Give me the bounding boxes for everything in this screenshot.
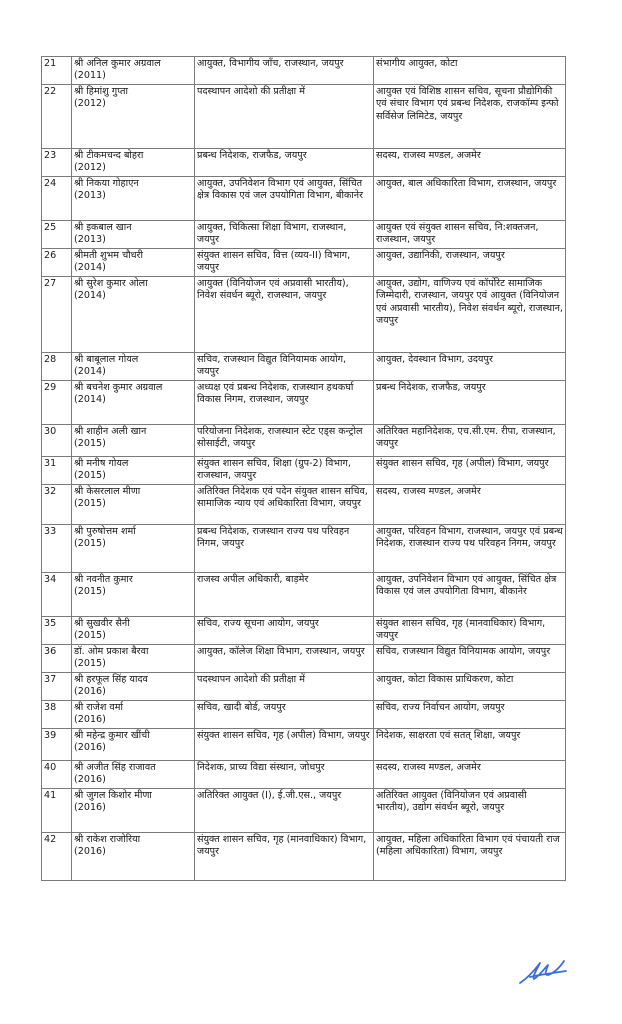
- current-posting-cell: राजस्व अपील अधिकारी, बाड़मेर: [195, 573, 374, 617]
- officer-name: श्री राजेश वर्मा: [74, 702, 123, 713]
- officer-cell: [72, 673, 195, 701]
- officer-name: श्री निकया गोहाएन: [74, 178, 139, 189]
- officer-cell: [72, 221, 195, 249]
- officer-cell: [72, 381, 195, 425]
- officer-cell: [72, 833, 195, 881]
- serial-number-cell: 41: [42, 789, 72, 833]
- officer-name: श्रीमती शुभम चौधरी: [74, 250, 143, 261]
- officer-batch-year: (2015): [74, 586, 106, 598]
- new-posting-cell: आयुक्त एवं संयुक्त शासन सचिव, नि:शक्तजन, राजस्थान, जयपुर: [374, 221, 566, 249]
- current-posting-cell: आयुक्त (विनियोजन एवं अप्रवासी भारतीय), निवेश संवर्धन ब्यूरो, राजस्थान, जयपुर: [195, 277, 374, 353]
- officer-batch-year: (2014): [74, 262, 106, 274]
- table-row: [42, 221, 566, 249]
- serial-number-cell: 24: [42, 177, 72, 221]
- officer-batch-year: (2016): [74, 686, 106, 698]
- new-posting-cell: आयुक्त, कोटा विकास प्राधिकरण, कोटा: [374, 673, 566, 701]
- current-posting-cell: प्रबन्ध निदेशक, राजस्थान राज्य पथ परिवहन निगम, जयपुर: [195, 525, 374, 573]
- officer-name: श्री पुरुषोत्तम शर्मा: [74, 526, 136, 537]
- table-row: [42, 177, 566, 221]
- new-posting-cell: आयुक्त, बाल अधिकारिता विभाग, राजस्थान, जयपुर: [374, 177, 566, 221]
- officer-cell: [72, 701, 195, 729]
- table-row: [42, 249, 566, 277]
- officer-cell: [72, 177, 195, 221]
- new-posting-cell: प्रबन्ध निदेशक, राजफैड, जयपुर: [374, 381, 566, 425]
- officer-cell: [72, 617, 195, 645]
- serial-number-cell: 33: [42, 525, 72, 573]
- officer-cell: [72, 57, 195, 85]
- current-posting-cell: आयुक्त, विभागीय जाँच, राजस्थान, जयपुर: [195, 57, 374, 85]
- serial-number-cell: 21: [42, 57, 72, 85]
- table-row: [42, 617, 566, 645]
- officer-name: श्री जुगल किशोर मीणा: [74, 790, 152, 801]
- serial-number-cell: 36: [42, 645, 72, 673]
- current-posting-cell: अध्यक्ष एवं प्रबन्ध निदेशक, राजस्थान हथकर्घा विकास निगम, राजस्थान, जयपुर: [195, 381, 374, 425]
- table-row: [42, 673, 566, 701]
- officer-name: श्री बचनेश कुमार अग्रवाल: [74, 382, 163, 393]
- table-row: [42, 573, 566, 617]
- current-posting-cell: निदेशक, प्राच्य विद्या संस्थान, जोधपुर: [195, 761, 374, 789]
- officer-batch-year: (2015): [74, 470, 106, 482]
- new-posting-cell: सदस्य, राजस्व मण्डल, अजमेर: [374, 761, 566, 789]
- officer-batch-year: (2013): [74, 190, 106, 202]
- current-posting-cell: अतिरिक्त आयुक्त (I), ई.जी.एस., जयपुर: [195, 789, 374, 833]
- officer-name: श्री अजीत सिंह राजावत: [74, 762, 156, 773]
- serial-number-cell: 22: [42, 85, 72, 149]
- table-row: [42, 525, 566, 573]
- serial-number-cell: 42: [42, 833, 72, 881]
- table-row: [42, 457, 566, 485]
- officer-batch-year: (2015): [74, 438, 106, 450]
- officer-name: श्री हरफूल सिंह यादव: [74, 674, 148, 685]
- transfer-list-table: [41, 56, 566, 881]
- table-row: [42, 485, 566, 525]
- current-posting-cell: पदस्थापन आदेशो की प्रतीक्षा में: [195, 85, 374, 149]
- serial-number-cell: 35: [42, 617, 72, 645]
- officer-batch-year: (2015): [74, 538, 106, 550]
- new-posting-cell: अतिरिक्त महानिदेशक, एच.सी.एम. रीपा, राजस्थान, जयपुर: [374, 425, 566, 457]
- serial-number-cell: 39: [42, 729, 72, 761]
- officer-cell: [72, 761, 195, 789]
- table-row: [42, 701, 566, 729]
- new-posting-cell: आयुक्त, देवस्थान विभाग, उदयपुर: [374, 353, 566, 381]
- officer-cell: [72, 789, 195, 833]
- officer-batch-year: (2015): [74, 498, 106, 510]
- serial-number-cell: 37: [42, 673, 72, 701]
- serial-number-cell: 25: [42, 221, 72, 249]
- officer-batch-year: (2014): [74, 394, 106, 406]
- table-row: [42, 645, 566, 673]
- current-posting-cell: आयुक्त, चिकित्सा शिक्षा विभाग, राजस्थान, जयपुर: [195, 221, 374, 249]
- officer-cell: [72, 729, 195, 761]
- current-posting-cell: अतिरिक्त निदेशक एवं पदेन संयुक्त शासन सचिव, सामाजिक न्याय एवं अधिकारिता विभाग, जयपुर: [195, 485, 374, 525]
- serial-number-cell: 38: [42, 701, 72, 729]
- serial-number-cell: 28: [42, 353, 72, 381]
- table-body: [42, 57, 566, 881]
- current-posting-cell: आयुक्त, कॉलेज शिक्षा विभाग, राजस्थान, जयपुर: [195, 645, 374, 673]
- officer-name: श्री हिमांशु गुप्ता: [74, 86, 129, 97]
- officer-name: श्री नवनीत कुमार: [74, 574, 133, 585]
- officer-cell: [72, 85, 195, 149]
- officer-cell: [72, 573, 195, 617]
- officer-cell: [72, 485, 195, 525]
- officer-name: श्री अनिल कुमार अग्रवाल: [74, 58, 161, 69]
- current-posting-cell: परियोजना निदेशक, राजस्थान स्टेट एड्स कन्ट्रोल सोसाईटी, जयपुर: [195, 425, 374, 457]
- officer-batch-year: (2016): [74, 774, 106, 786]
- officer-name: श्री बाबूलाल गोयल: [74, 354, 139, 365]
- officer-batch-year: (2013): [74, 234, 106, 246]
- signature-mark: [516, 955, 568, 987]
- officer-batch-year: (2016): [74, 714, 106, 726]
- serial-number-cell: 32: [42, 485, 72, 525]
- officer-batch-year: (2016): [74, 802, 106, 814]
- table-row: [42, 789, 566, 833]
- officer-batch-year: (2015): [74, 658, 106, 670]
- new-posting-cell: आयुक्त, उपनिवेशन विभाग एवं आयुक्त, सिंचित क्षेत्र विकास एवं जल उपयोगिता विभाग, बीकानेर: [374, 573, 566, 617]
- current-posting-cell: संयुक्त शासन सचिव, गृह (मानवाधिकार) विभाग, जयपुर: [195, 833, 374, 881]
- officer-batch-year: (2012): [74, 162, 106, 174]
- officer-name: श्री मनीष गोयल: [74, 458, 129, 469]
- officer-cell: [72, 149, 195, 177]
- officer-cell: [72, 457, 195, 485]
- table-row: [42, 85, 566, 149]
- table-row: [42, 353, 566, 381]
- new-posting-cell: आयुक्त, परिवहन विभाग, राजस्थान, जयपुर एवं प्रबन्ध निदेशक, राजस्थान राज्य पथ परिवहन निगम, जयपुर: [374, 525, 566, 573]
- serial-number-cell: 29: [42, 381, 72, 425]
- officer-batch-year: (2014): [74, 366, 106, 378]
- table-row: [42, 761, 566, 789]
- officer-name: श्री राकेश राजोरिया: [74, 834, 141, 845]
- serial-number-cell: 34: [42, 573, 72, 617]
- officer-batch-year: (2016): [74, 742, 106, 754]
- new-posting-cell: आयुक्त, उद्यानिकी, राजस्थान, जयपुर: [374, 249, 566, 277]
- table-row: [42, 381, 566, 425]
- officer-name: श्री सुखवीर सैनी: [74, 618, 130, 629]
- current-posting-cell: आयुक्त, उपनिवेशन विभाग एवं आयुक्त, सिंचित क्षेत्र विकास एवं जल उपयोगिता विभाग, बीकानेर: [195, 177, 374, 221]
- serial-number-cell: 26: [42, 249, 72, 277]
- table-row: [42, 149, 566, 177]
- officer-batch-year: (2014): [74, 290, 106, 302]
- serial-number-cell: 40: [42, 761, 72, 789]
- current-posting-cell: सचिव, राज्य सूचना आयोग, जयपुर: [195, 617, 374, 645]
- current-posting-cell: सचिव, खादी बोर्ड, जयपुर: [195, 701, 374, 729]
- table-row: [42, 833, 566, 881]
- officer-batch-year: (2016): [74, 846, 106, 858]
- new-posting-cell: सचिव, राज्य निर्वाचन आयोग, जयपुर: [374, 701, 566, 729]
- current-posting-cell: प्रबन्ध निदेशक, राजफैड, जयपुर: [195, 149, 374, 177]
- serial-number-cell: 30: [42, 425, 72, 457]
- officer-name: डॉ. ओम प्रकाश बैरवा: [74, 646, 149, 657]
- table-row: [42, 277, 566, 353]
- officer-batch-year: (2015): [74, 630, 106, 642]
- new-posting-cell: सदस्य, राजस्व मण्डल, अजमेर: [374, 149, 566, 177]
- current-posting-cell: सचिव, राजस्थान विद्युत विनियामक आयोग, जयपुर: [195, 353, 374, 381]
- officer-name: श्री टीकमचन्द बोहरा: [74, 150, 144, 161]
- new-posting-cell: निदेशक, साक्षरता एवं सतत् शिक्षा, जयपुर: [374, 729, 566, 761]
- new-posting-cell: आयुक्त, महिला अधिकारिता विभाग एवं पंचायती राज (महिला अधिकारिता) विभाग, जयपुर: [374, 833, 566, 881]
- new-posting-cell: संयुक्त शासन सचिव, गृह (मानवाधिकार) विभाग, जयपुर: [374, 617, 566, 645]
- serial-number-cell: 31: [42, 457, 72, 485]
- current-posting-cell: पदस्थापन आदेशो की प्रतीक्षा में: [195, 673, 374, 701]
- officer-cell: [72, 277, 195, 353]
- new-posting-cell: सचिव, राजस्थान विद्युत विनियामक आयोग, जयपुर: [374, 645, 566, 673]
- officer-name: श्री सुरेश कुमार ओला: [74, 278, 148, 289]
- officer-cell: [72, 525, 195, 573]
- current-posting-cell: संयुक्त शासन सचिव, गृह (अपील) विभाग, जयपुर: [195, 729, 374, 761]
- table-row: [42, 729, 566, 761]
- current-posting-cell: संयुक्त शासन सचिव, शिक्षा (ग्रुप-2) विभाग, राजस्थान, जयपुर: [195, 457, 374, 485]
- officer-batch-year: (2012): [74, 98, 106, 110]
- table-row: [42, 425, 566, 457]
- serial-number-cell: 23: [42, 149, 72, 177]
- officer-cell: [72, 353, 195, 381]
- new-posting-cell: आयुक्त, उद्योग, वाणिज्य एवं कॉर्पोरेट सामाजिक जिम्मेदारी, राजस्थान, जयपुर एवं आयुक्त (विनियोजन एवं अप्रवासी भारतीय), निवेश संवर्धन ब्यूरो, राजस्थान, जयपुर: [374, 277, 566, 353]
- current-posting-cell: संयुक्त शासन सचिव, वित्त (व्यय-II) विभाग, जयपुर: [195, 249, 374, 277]
- officer-cell: [72, 645, 195, 673]
- serial-number-cell: 27: [42, 277, 72, 353]
- new-posting-cell: संभागीय आयुक्त, कोटा: [374, 57, 566, 85]
- new-posting-cell: संयुक्त शासन सचिव, गृह (अपील) विभाग, जयपुर: [374, 457, 566, 485]
- table-row: [42, 57, 566, 85]
- new-posting-cell: अतिरिक्त आयुक्त (विनियोजन एवं अप्रवासी भारतीय), उद्योग संवर्धन ब्यूरो, जयपुर: [374, 789, 566, 833]
- officer-cell: [72, 425, 195, 457]
- officer-name: श्री इकबाल खान: [74, 222, 132, 233]
- new-posting-cell: सदस्य, राजस्व मण्डल, अजमेर: [374, 485, 566, 525]
- officer-batch-year: (2011): [74, 70, 106, 82]
- officer-name: श्री महेन्द्र कुमार खींची: [74, 730, 150, 741]
- new-posting-cell: आयुक्त एवं विशिष्ठ शासन सचिव, सूचना प्रौद्योगिकी एवं संचार विभाग एवं प्रबन्ध निदेशक, राजकॉम्प इन्फो सर्विसेज लिमिटेड, जयपुर: [374, 85, 566, 149]
- officer-name: श्री केसरलाल मीणा: [74, 486, 141, 497]
- officer-cell: [72, 249, 195, 277]
- officer-name: श्री शाहीन अली खान: [74, 426, 147, 437]
